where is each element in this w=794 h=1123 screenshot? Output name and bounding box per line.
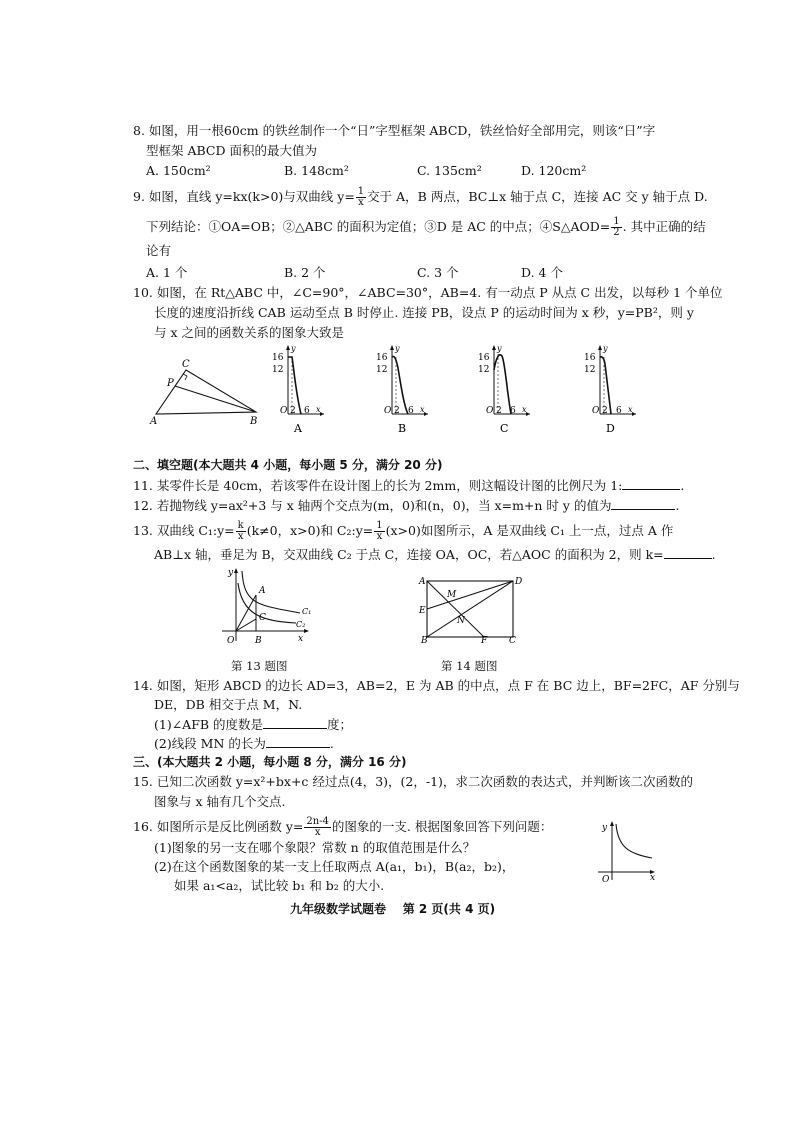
q13-l1-start: 13. 双曲线 C₁:y= bbox=[133, 523, 235, 538]
graph-option-label: B bbox=[398, 422, 407, 434]
q13-l2-text: AB⊥x 轴，垂足为 B，交双曲线 C₂ 于点 C，连接 OA，OC，若△AOC 的面积为 2，则 k= bbox=[154, 547, 664, 562]
q9-frac2-den: 2 bbox=[613, 227, 620, 238]
curve-c2 bbox=[238, 583, 296, 623]
origin-label: O bbox=[486, 406, 494, 416]
xtick-6: 6 bbox=[510, 406, 516, 416]
y-label: y bbox=[291, 344, 296, 353]
q14-sub1-end: 度； bbox=[327, 717, 353, 732]
q9-option-c: C. 3 个 bbox=[417, 265, 459, 280]
q12-end: . bbox=[675, 498, 680, 513]
q13-fraction-2 bbox=[374, 521, 384, 542]
xtick-2: 2 bbox=[290, 406, 296, 416]
y-label: y bbox=[395, 344, 400, 353]
label-c2: C₂ bbox=[296, 620, 306, 629]
q9-frac1-num: 1 bbox=[357, 186, 365, 197]
tri-label-a: A bbox=[150, 416, 158, 427]
q16-figure bbox=[594, 818, 660, 882]
segment-db bbox=[427, 581, 513, 637]
q9-option-a: A. 1 个 bbox=[146, 265, 188, 280]
q16-line1 bbox=[133, 817, 552, 838]
q9-line2 bbox=[146, 217, 706, 238]
x-label: x bbox=[420, 405, 425, 414]
x-label: x bbox=[316, 405, 321, 414]
q13-frac2-den: x bbox=[376, 531, 383, 542]
q14-sub2-end: . bbox=[329, 736, 334, 751]
y-label: y bbox=[603, 344, 608, 353]
q12-answer-blank[interactable] bbox=[611, 497, 675, 510]
q13-l1-mid: (k≠0，x>0)和 C₂:y= bbox=[246, 523, 374, 538]
x-arrow bbox=[304, 629, 309, 633]
ytick-12: 12 bbox=[478, 365, 490, 375]
label-y: y bbox=[228, 568, 234, 578]
tri-label-p: P bbox=[167, 378, 174, 389]
q9-line1-start: 9. 如图，直线 y=kx(k>0)与双曲线 y= bbox=[133, 189, 355, 204]
x-label: x bbox=[628, 405, 633, 414]
q8-line2: 型框架 ABCD 面积的最大值为 bbox=[146, 143, 317, 158]
q14-sub1-text: (1)∠AFB 的度数是 bbox=[154, 717, 264, 732]
x-label: x bbox=[522, 405, 527, 414]
q10-graph-d bbox=[580, 342, 640, 434]
curve-c1 bbox=[242, 571, 300, 613]
q13-figure bbox=[218, 565, 318, 645]
xtick-6: 6 bbox=[408, 406, 414, 416]
q9-line1 bbox=[133, 187, 708, 208]
q11-end: . bbox=[680, 478, 685, 493]
label-c: C bbox=[259, 613, 266, 623]
label-b: B bbox=[255, 636, 262, 645]
section-2-heading: 二、填空题(本大题共 4 小题，每小题 5 分，满分 20 分) bbox=[133, 458, 443, 472]
q9-line1-end: 交于 A，B 两点，BC⊥x 轴于点 C，连接 AC 交 y 轴于点 D. bbox=[367, 189, 708, 204]
q16-frac-den: x bbox=[314, 827, 321, 838]
xtick-2: 2 bbox=[602, 406, 608, 416]
xtick-6: 6 bbox=[304, 406, 310, 416]
q9-frac1-den: x bbox=[358, 197, 364, 208]
q14-sub2-blank[interactable] bbox=[266, 735, 330, 748]
graph-option-label: C bbox=[500, 422, 509, 434]
graph-option-label: D bbox=[606, 422, 615, 434]
ytick-16: 16 bbox=[584, 353, 596, 363]
q15-line2: 图象与 x 轴有几个交点. bbox=[154, 794, 286, 809]
label-c: C bbox=[509, 636, 516, 645]
q11-answer-blank[interactable] bbox=[622, 477, 680, 490]
q14-line2: DE，DB 相交于点 M，N. bbox=[154, 697, 303, 712]
q13-fraction-1 bbox=[236, 521, 246, 542]
q9-fraction-1 bbox=[356, 187, 366, 208]
q9-option-b: B. 2 个 bbox=[284, 265, 326, 280]
q14-sub1 bbox=[154, 716, 352, 733]
q8-option-a: A. 150cm² bbox=[146, 163, 211, 178]
label-y: y bbox=[602, 823, 608, 833]
q13-frac2-num: 1 bbox=[376, 520, 383, 531]
section-3-heading: 三、(本大题共 2 小题，每小题 8 分，满分 16 分) bbox=[133, 755, 407, 769]
q10-line3: 与 x 之间的函数关系的图象大致是 bbox=[154, 325, 344, 340]
q10-triangle-figure bbox=[148, 356, 266, 428]
label-a: A bbox=[419, 577, 426, 587]
q16-fraction bbox=[304, 817, 331, 838]
label-o: O bbox=[602, 875, 610, 882]
label-e: E bbox=[419, 606, 426, 616]
label-x: x bbox=[650, 873, 656, 882]
label-b: B bbox=[421, 636, 428, 645]
x-arrow bbox=[320, 412, 324, 416]
x-arrow bbox=[526, 412, 530, 416]
right-angle-mark bbox=[183, 374, 187, 380]
y-arrow bbox=[492, 345, 496, 350]
q14-line1: 14. 如图，矩形 ABCD 的边长 AD=3，AB=2，E 为 AB 的中点，点 F 在 BC 边上，BF=2FC，AF 分别与 bbox=[133, 678, 740, 693]
q16-sub2: (2)在这个函数图象的某一支上任取两点 A(a₁，b₁)，B(a₂，b₂)， bbox=[154, 859, 515, 874]
q12 bbox=[133, 497, 679, 514]
label-m: M bbox=[447, 590, 457, 600]
q12-text: 12. 若抛物线 y=ax²+3 与 x 轴两个交点为(m，0)和(n，0)，当 x=m+n 时 y 的值为 bbox=[133, 498, 612, 513]
q13-frac1-num: k bbox=[237, 520, 244, 531]
label-n: N bbox=[457, 616, 465, 626]
y-arrow bbox=[234, 568, 238, 573]
origin-label: O bbox=[384, 406, 392, 416]
q15-line1: 15. 已知二次函数 y=x²+bx+c 经过点(4，3)，(2，-1)，求二次函数的表达式，并判断该二次函数的 bbox=[133, 774, 693, 789]
ytick-16: 16 bbox=[376, 353, 388, 363]
q13-l1-end: (x>0)如图所示，A 是双曲线 C₁ 上一点，过点 A 作 bbox=[385, 523, 674, 538]
q9-option-d: D. 4 个 bbox=[521, 265, 563, 280]
xtick-2: 2 bbox=[394, 406, 400, 416]
q10-graph-a bbox=[268, 342, 328, 434]
graph-option-label: A bbox=[294, 422, 302, 434]
xtick-2: 2 bbox=[496, 406, 502, 416]
origin-label: O bbox=[592, 406, 600, 416]
q13-l2-end: . bbox=[711, 547, 716, 562]
q8-line1: 8. 如图，用一根60cm 的铁丝制作一个“日”字型框架 ABCD，铁丝恰好全部用完，则该“日”字 bbox=[133, 123, 656, 138]
q10-graph-b bbox=[372, 342, 432, 434]
q16-frac-num: 2n-4 bbox=[306, 816, 329, 827]
label-d: D bbox=[515, 577, 523, 587]
q8-option-b: B. 148cm² bbox=[284, 163, 349, 178]
page-footer: 九年级数学试题卷 第 2 页(共 4 页) bbox=[290, 902, 496, 916]
ytick-16: 16 bbox=[478, 353, 490, 363]
q10-graph-c bbox=[474, 342, 534, 434]
q9-frac2-num: 1 bbox=[613, 216, 620, 227]
q13-line1 bbox=[133, 521, 673, 542]
q8-option-d: D. 120cm² bbox=[521, 163, 587, 178]
label-a: A bbox=[259, 586, 266, 596]
ytick-16: 16 bbox=[272, 353, 284, 363]
label-o: O bbox=[227, 636, 235, 645]
ytick-12: 12 bbox=[376, 365, 388, 375]
q14-sub1-blank[interactable] bbox=[263, 716, 327, 729]
q10-line1: 10. 如图，在 Rt△ABC 中，∠C=90°，∠ABC=30°，AB=4. 有一动点 P 从点 C 出发，以每秒 1 个单位 bbox=[133, 285, 723, 300]
q13-answer-blank[interactable] bbox=[664, 546, 712, 559]
q9-line2-end: . 其中正确的结 bbox=[622, 219, 706, 234]
x-arrow bbox=[632, 412, 636, 416]
q9-line2-start: 下列结论：①OA=OB；②△ABC 的面积为定值；③D 是 AC 的中点；④S△AOD= bbox=[146, 219, 611, 234]
label-c1: C₁ bbox=[302, 607, 312, 616]
hyperbola-branch bbox=[616, 824, 652, 858]
q13-line2 bbox=[154, 546, 716, 563]
y-label: y bbox=[497, 344, 502, 353]
q9-fraction-2 bbox=[611, 217, 621, 238]
tri-label-c: C bbox=[182, 359, 190, 370]
segment-de bbox=[427, 581, 513, 609]
y-arrow bbox=[286, 345, 290, 350]
q10-line2: 长度的速度沿折线 CAB 运动至点 B 时停止. 连接 PB，设点 P 的运动时间为 x 秒，y=PB²，则 y bbox=[154, 305, 694, 320]
xtick-6: 6 bbox=[616, 406, 622, 416]
label-f: F bbox=[481, 636, 488, 645]
q11-text: 11. 某零件长是 40cm，若该零件在设计图上的长为 2mm，则这幅设计图的比例尺为 1: bbox=[133, 478, 623, 493]
q16-l1-start: 16. 如图所示是反比例函数 y= bbox=[133, 819, 304, 834]
x-arrow bbox=[424, 412, 428, 416]
q13-frac1-den: x bbox=[237, 531, 244, 542]
q16-sub1: (1)图象的另一支在哪个象限？常数 n 的取值范围是什么？ bbox=[154, 840, 476, 855]
q14-sub2 bbox=[154, 735, 334, 752]
q16-sub3: 如果 a₁<a₂，试比较 b₁ 和 b₂ 的大小. bbox=[174, 878, 385, 893]
ytick-12: 12 bbox=[584, 365, 596, 375]
q14-caption: 第 14 题图 bbox=[441, 659, 498, 673]
origin-label: O bbox=[280, 406, 288, 416]
segment-pb bbox=[175, 386, 256, 412]
y-arrow bbox=[610, 821, 614, 826]
q16-l1-end: 的图象的一支. 根据图象回答下列问题： bbox=[331, 819, 553, 834]
label-x: x bbox=[298, 634, 304, 644]
ytick-12: 12 bbox=[272, 365, 284, 375]
y-arrow bbox=[598, 345, 602, 350]
q9-line3: 论有 bbox=[146, 243, 172, 258]
q11 bbox=[133, 477, 684, 494]
q14-sub2-text: (2)线段 MN 的长为 bbox=[154, 736, 266, 751]
y-arrow bbox=[390, 345, 394, 350]
q13-caption: 第 13 题图 bbox=[231, 659, 288, 673]
q8-option-c: C. 135cm² bbox=[417, 163, 482, 178]
q14-figure bbox=[417, 573, 525, 645]
tri-label-b: B bbox=[250, 416, 258, 427]
